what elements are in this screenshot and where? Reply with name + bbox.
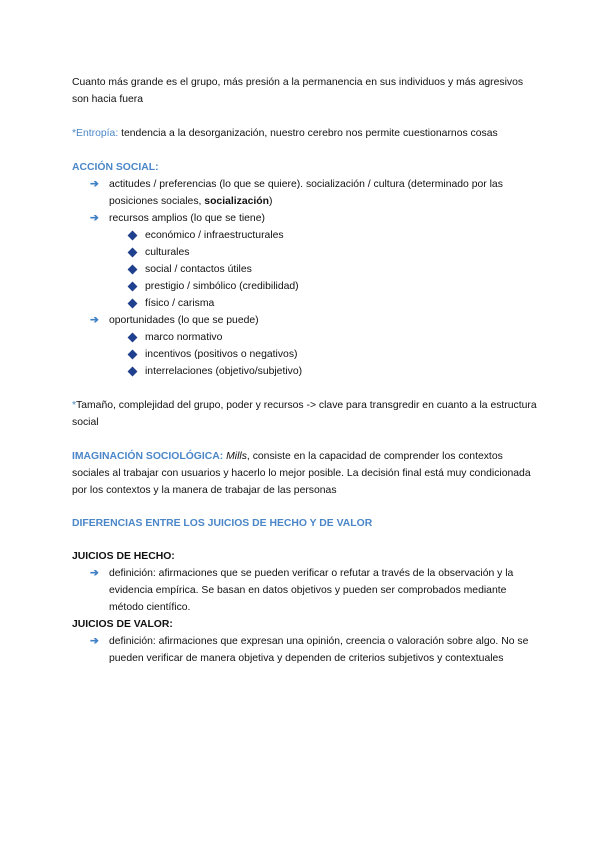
diamond-bullet-icon (128, 299, 138, 309)
diamond-bullet-icon (128, 265, 138, 275)
list-item (72, 633, 540, 667)
sub-list-item: económico / infraestructurales (72, 227, 540, 244)
arrow-right-icon: ➔ (90, 568, 99, 579)
list-item (72, 565, 540, 616)
diferencias-heading: DIFERENCIAS ENTRE LOS JUICIOS DE HECHO Y DE VALOR (72, 518, 373, 529)
intro-paragraph: Cuanto más grande es el grupo, más presión a la permanencia en sus individuos y más agresivos son hacia fuera (72, 77, 524, 105)
recursos-text: recursos amplios (lo que se tiene) (109, 213, 265, 224)
sub-list-item: incentivos (positivos o negativos) (72, 346, 540, 363)
actitudes-end: ) (268, 196, 273, 207)
arrow-right-icon: ➔ (90, 636, 99, 647)
juicios-hecho-heading: JUICIOS DE HECHO: (72, 551, 175, 562)
tamano-paragraph (72, 397, 540, 431)
arrow-right-icon: ➔ (90, 213, 99, 224)
list-item (72, 210, 540, 227)
entropia-paragraph (72, 125, 540, 142)
tamano-star: * (72, 400, 77, 411)
sub-list-item: prestigio / simbólico (credibilidad) (72, 278, 540, 295)
arrow-right-icon: ➔ (90, 315, 99, 326)
imaginacion-paragraph (72, 448, 540, 499)
list-item (72, 176, 540, 210)
imaginacion-term: IMAGINACIÓN SOCIOLÓGICA: (72, 451, 224, 462)
tamano-text: Tamaño, complejidad del grupo, poder y recursos -> clave para transgredir en cuanto a la estructura social (72, 400, 537, 428)
sub-list-item: interrelaciones (objetivo/subjetivo) (72, 363, 540, 380)
juicios-valor-list (72, 633, 540, 667)
diamond-bullet-icon (128, 248, 138, 258)
entropia-term: Entropía: (76, 128, 119, 139)
oportunidades-text: oportunidades (lo que se puede) (109, 315, 259, 326)
entropia-star: * (72, 128, 77, 139)
accion-social-list (72, 176, 540, 380)
diamond-bullet-icon (128, 282, 138, 292)
list-item (72, 312, 540, 329)
juicios-valor-heading: JUICIOS DE VALOR: (72, 619, 173, 630)
diamond-bullet-icon (128, 231, 138, 241)
sub-list-item: marco normativo (72, 329, 540, 346)
imaginacion-author: Mills (226, 451, 247, 462)
imaginacion-text: , consiste en la capacidad de comprender los contextos sociales al trabajar con usuarios y hacerlo lo mejor posible. La decisión final está muy condicionada por los contextos y la manera de trabajar de las personas (72, 451, 531, 496)
actitudes-bold: socialización (204, 196, 269, 207)
sub-list-item: físico / carisma (72, 295, 540, 312)
entropia-text: tendencia a la desorganización, nuestro cerebro nos permite cuestionarnos cosas (118, 128, 498, 139)
sub-list-item: culturales (72, 244, 540, 261)
actitudes-text: actitudes / preferencias (lo que se quiere). socialización / cultura (determinado por las posiciones sociales, (109, 179, 503, 207)
diamond-bullet-icon (128, 367, 138, 377)
juicios-valor-definition: definición: afirmaciones que expresan una opinión, creencia o valoración sobre algo. No se pueden verificar de manera objetiva y dependen de criterios subjetivos y contextuales (109, 636, 529, 664)
juicios-hecho-list (72, 565, 540, 616)
juicios-hecho-definition: definición: afirmaciones que se pueden verificar o refutar a través de la observación y la evidencia empírica. Se basan en datos objetivos y pueden ser comprobados mediante método científico. (109, 568, 514, 613)
diamond-bullet-icon (128, 333, 138, 343)
arrow-right-icon: ➔ (90, 179, 99, 190)
accion-social-heading: ACCIÓN SOCIAL: (72, 162, 159, 173)
diamond-bullet-icon (128, 350, 138, 360)
sub-list-item: social / contactos útiles (72, 261, 540, 278)
